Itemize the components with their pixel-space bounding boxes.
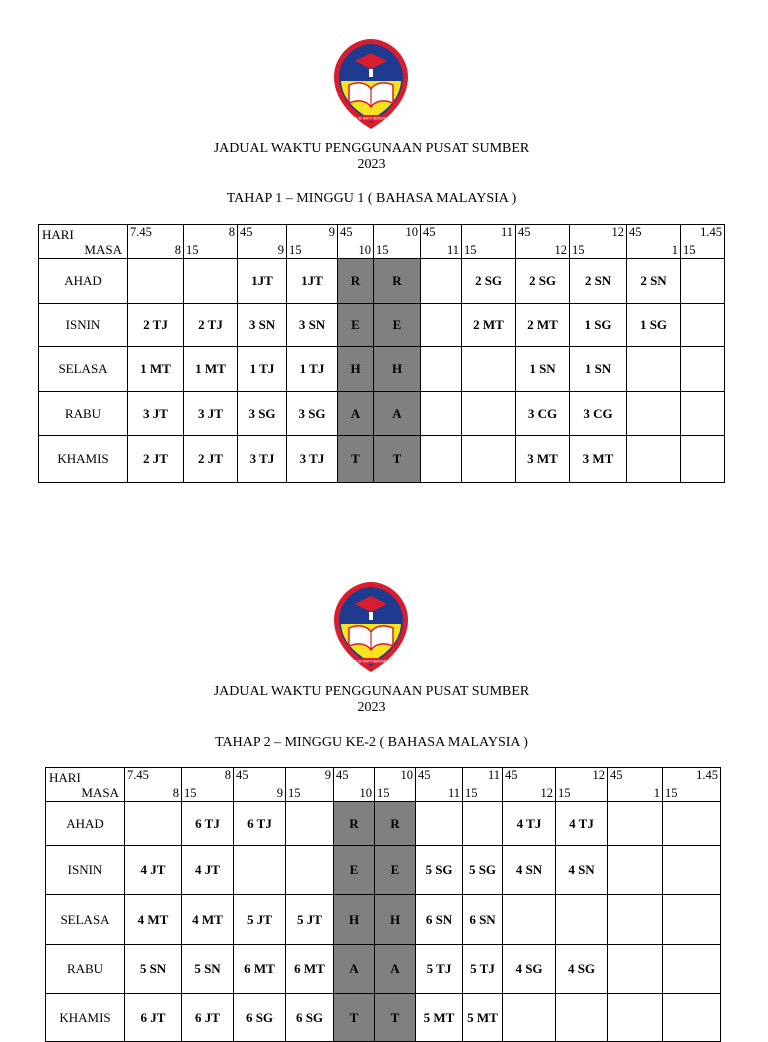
class-cell: 5 SG: [416, 846, 463, 895]
hari-label: HARI: [42, 226, 74, 242]
class-cell: 2 SG: [516, 259, 570, 304]
time-start: 45: [340, 225, 353, 239]
class-cell: 3 SN: [238, 304, 287, 347]
class-cell: 1 SN: [516, 347, 570, 392]
time-end: 9: [276, 786, 283, 800]
logo-motto: BUDI BAKTI BERSATU: [354, 659, 388, 664]
time-start: 9: [324, 768, 331, 782]
class-cell: 2 SG: [462, 259, 516, 304]
time-header: [416, 768, 463, 802]
time-end: 15: [665, 786, 678, 800]
class-cell: 2 JT: [184, 436, 238, 483]
class-cell: 4 TJ: [556, 802, 608, 846]
time-end: 11: [447, 786, 460, 800]
rest-cell: A: [375, 945, 416, 994]
class-cell: [608, 846, 663, 895]
time-end: 11: [446, 243, 459, 257]
class-cell: [608, 994, 663, 1042]
time-start: 45: [629, 225, 642, 239]
class-cell: [663, 945, 721, 994]
time-header: [663, 768, 721, 802]
rest-cell: E: [338, 304, 374, 347]
class-cell: [463, 802, 503, 846]
class-cell: 3 CG: [570, 392, 627, 436]
class-cell: [608, 802, 663, 846]
class-cell: 3 MT: [516, 436, 570, 483]
time-header: [234, 768, 286, 802]
rest-cell: E: [334, 846, 375, 895]
time-header: [608, 768, 663, 802]
time-end: 15: [376, 243, 389, 257]
class-cell: [556, 895, 608, 945]
time-end: 15: [184, 786, 197, 800]
time-start: 12: [592, 768, 605, 782]
class-cell: 4 JT: [182, 846, 234, 895]
class-cell: 2 SN: [570, 259, 627, 304]
class-cell: 1 MT: [128, 347, 184, 392]
time-end: 8: [174, 243, 181, 257]
rest-cell: T: [374, 436, 421, 483]
rest-cell: T: [375, 994, 416, 1042]
time-end: 1: [671, 243, 678, 257]
day-label: RABU: [39, 392, 128, 436]
table-subtitle: TAHAP 1 – MINGGU 1 ( BAHASA MALAYSIA ): [226, 191, 517, 206]
time-start: 7.45: [127, 768, 149, 782]
time-start: 7.45: [130, 225, 152, 239]
class-cell: 4 SN: [556, 846, 608, 895]
class-cell: 1 SN: [570, 347, 627, 392]
time-start: 45: [610, 768, 623, 782]
class-cell: [556, 994, 608, 1042]
time-start: 11: [500, 225, 513, 239]
time-header: [375, 768, 416, 802]
school-crest-logo: [331, 580, 411, 674]
class-cell: 3 JT: [184, 392, 238, 436]
rest-cell: H: [334, 895, 375, 945]
rest-cell: H: [374, 347, 421, 392]
class-cell: 5 MT: [463, 994, 503, 1042]
class-cell: [663, 895, 721, 945]
class-cell: 5 TJ: [463, 945, 503, 994]
class-cell: 5 SG: [463, 846, 503, 895]
class-cell: 1 SG: [627, 304, 681, 347]
day-label: AHAD: [46, 802, 125, 846]
rest-cell: H: [375, 895, 416, 945]
time-start: 45: [240, 225, 253, 239]
time-end: 15: [464, 243, 477, 257]
class-cell: 3 CG: [516, 392, 570, 436]
rest-cell: T: [334, 994, 375, 1042]
time-header: [125, 768, 182, 802]
time-start: 45: [505, 768, 518, 782]
class-cell: 5 SN: [125, 945, 182, 994]
class-cell: 5 JT: [234, 895, 286, 945]
day-label: ISNIN: [39, 304, 128, 347]
rest-cell: A: [334, 945, 375, 994]
class-cell: 1 MT: [184, 347, 238, 392]
time-end: 15: [377, 786, 390, 800]
table-row: [46, 802, 721, 846]
class-cell: [503, 994, 556, 1042]
class-cell: [663, 802, 721, 846]
time-start: 1.45: [696, 768, 718, 782]
day-label: ISNIN: [46, 846, 125, 895]
logo-motto: BUDI BAKTI BERSATU: [354, 116, 388, 121]
time-end: 10: [358, 243, 371, 257]
time-end: 15: [288, 786, 301, 800]
class-cell: 6 MT: [286, 945, 334, 994]
time-header: [556, 768, 608, 802]
class-cell: 6 MT: [234, 945, 286, 994]
class-cell: 4 MT: [182, 895, 234, 945]
rest-cell: H: [338, 347, 374, 392]
class-cell: 2 TJ: [184, 304, 238, 347]
class-cell: 1 TJ: [287, 347, 338, 392]
class-cell: 1 TJ: [238, 347, 287, 392]
time-header: [503, 768, 556, 802]
time-end: 10: [359, 786, 372, 800]
time-end: 15: [572, 243, 585, 257]
time-end: 9: [277, 243, 284, 257]
time-start: 45: [423, 225, 436, 239]
time-start: 10: [400, 768, 413, 782]
time-end: 15: [186, 243, 199, 257]
class-cell: [286, 846, 334, 895]
class-cell: [286, 802, 334, 846]
time-start: 12: [611, 225, 624, 239]
time-end: 15: [289, 243, 302, 257]
class-cell: 1JT: [287, 259, 338, 304]
time-end: 12: [540, 786, 553, 800]
class-cell: 6 TJ: [234, 802, 286, 846]
class-cell: 4 SN: [503, 846, 556, 895]
class-cell: 2 MT: [516, 304, 570, 347]
class-cell: 3 SN: [287, 304, 338, 347]
class-cell: [416, 802, 463, 846]
class-cell: 4 MT: [125, 895, 182, 945]
time-end: 12: [554, 243, 567, 257]
year-text: 2023: [357, 157, 386, 172]
day-label: RABU: [46, 945, 125, 994]
title-text: JADUAL WAKTU PENGGUNAAN PUSAT SUMBER: [213, 141, 530, 156]
rest-cell: R: [334, 802, 375, 846]
rest-cell: R: [374, 259, 421, 304]
class-cell: 6 SG: [234, 994, 286, 1042]
class-cell: 2 TJ: [128, 304, 184, 347]
table-subtitle: TAHAP 2 – MINGGU KE-2 ( BAHASA MALAYSIA ): [215, 735, 528, 750]
time-start: 45: [418, 768, 431, 782]
masa-label: MASA: [84, 241, 122, 257]
time-end: 8: [172, 786, 179, 800]
class-cell: 1 SG: [570, 304, 627, 347]
time-header: [286, 768, 334, 802]
class-cell: [234, 846, 286, 895]
year-text: 2023: [357, 700, 386, 715]
class-cell: 5 MT: [416, 994, 463, 1042]
masa-label: MASA: [81, 784, 119, 800]
time-start: 45: [336, 768, 349, 782]
class-cell: [503, 895, 556, 945]
time-end: 1: [653, 786, 660, 800]
time-header: [334, 768, 375, 802]
class-cell: 3 JT: [128, 392, 184, 436]
class-cell: 6 SN: [416, 895, 463, 945]
class-cell: 6 TJ: [182, 802, 234, 846]
time-end: 15: [558, 786, 571, 800]
class-cell: [608, 945, 663, 994]
rest-cell: T: [338, 436, 374, 483]
class-cell: 2 MT: [462, 304, 516, 347]
time-start: 9: [328, 225, 335, 239]
rest-cell: A: [338, 392, 374, 436]
class-cell: 3 SG: [238, 392, 287, 436]
class-cell: 5 SN: [182, 945, 234, 994]
rest-cell: R: [338, 259, 374, 304]
time-start: 8: [228, 225, 235, 239]
time-start: 10: [405, 225, 418, 239]
class-cell: 3 TJ: [287, 436, 338, 483]
class-cell: 2 SN: [627, 259, 681, 304]
class-cell: [663, 994, 721, 1042]
class-cell: 5 TJ: [416, 945, 463, 994]
day-label: SELASA: [46, 895, 125, 945]
table-row: [46, 994, 721, 1042]
class-cell: 6 SN: [463, 895, 503, 945]
time-end: 15: [465, 786, 478, 800]
day-label: KHAMIS: [39, 436, 128, 483]
time-start: 1.45: [700, 225, 722, 239]
time-end: 15: [683, 243, 696, 257]
class-cell: 4 SG: [556, 945, 608, 994]
table-row: [46, 945, 721, 994]
class-cell: 5 JT: [286, 895, 334, 945]
time-header: [463, 768, 503, 802]
timetable: [45, 767, 721, 1042]
class-cell: 1JT: [238, 259, 287, 304]
rest-cell: A: [374, 392, 421, 436]
day-label: AHAD: [39, 259, 128, 304]
header-row: [46, 768, 721, 802]
class-cell: 4 TJ: [503, 802, 556, 846]
time-start: 8: [224, 768, 231, 782]
time-start: 45: [518, 225, 531, 239]
rest-cell: R: [375, 802, 416, 846]
class-cell: 6 SG: [286, 994, 334, 1042]
class-cell: 3 SG: [287, 392, 338, 436]
day-label: KHAMIS: [46, 994, 125, 1042]
class-cell: [663, 846, 721, 895]
class-cell: [608, 895, 663, 945]
class-cell: 3 TJ: [238, 436, 287, 483]
class-cell: 2 JT: [128, 436, 184, 483]
rest-cell: E: [375, 846, 416, 895]
class-cell: 4 JT: [125, 846, 182, 895]
class-cell: 4 SG: [503, 945, 556, 994]
rest-cell: E: [374, 304, 421, 347]
class-cell: 3 MT: [570, 436, 627, 483]
class-cell: 6 JT: [125, 994, 182, 1042]
table-row: [46, 846, 721, 895]
time-header: [182, 768, 234, 802]
time-start: 11: [487, 768, 500, 782]
day-label: SELASA: [39, 347, 128, 392]
title-text: JADUAL WAKTU PENGGUNAAN PUSAT SUMBER: [213, 684, 530, 699]
page-title: [0, 684, 743, 716]
class-cell: 6 JT: [182, 994, 234, 1042]
class-cell: [125, 802, 182, 846]
time-start: 45: [236, 768, 249, 782]
hari-label: HARI: [49, 769, 81, 785]
table-row: [46, 895, 721, 945]
corner-header: [46, 768, 125, 802]
